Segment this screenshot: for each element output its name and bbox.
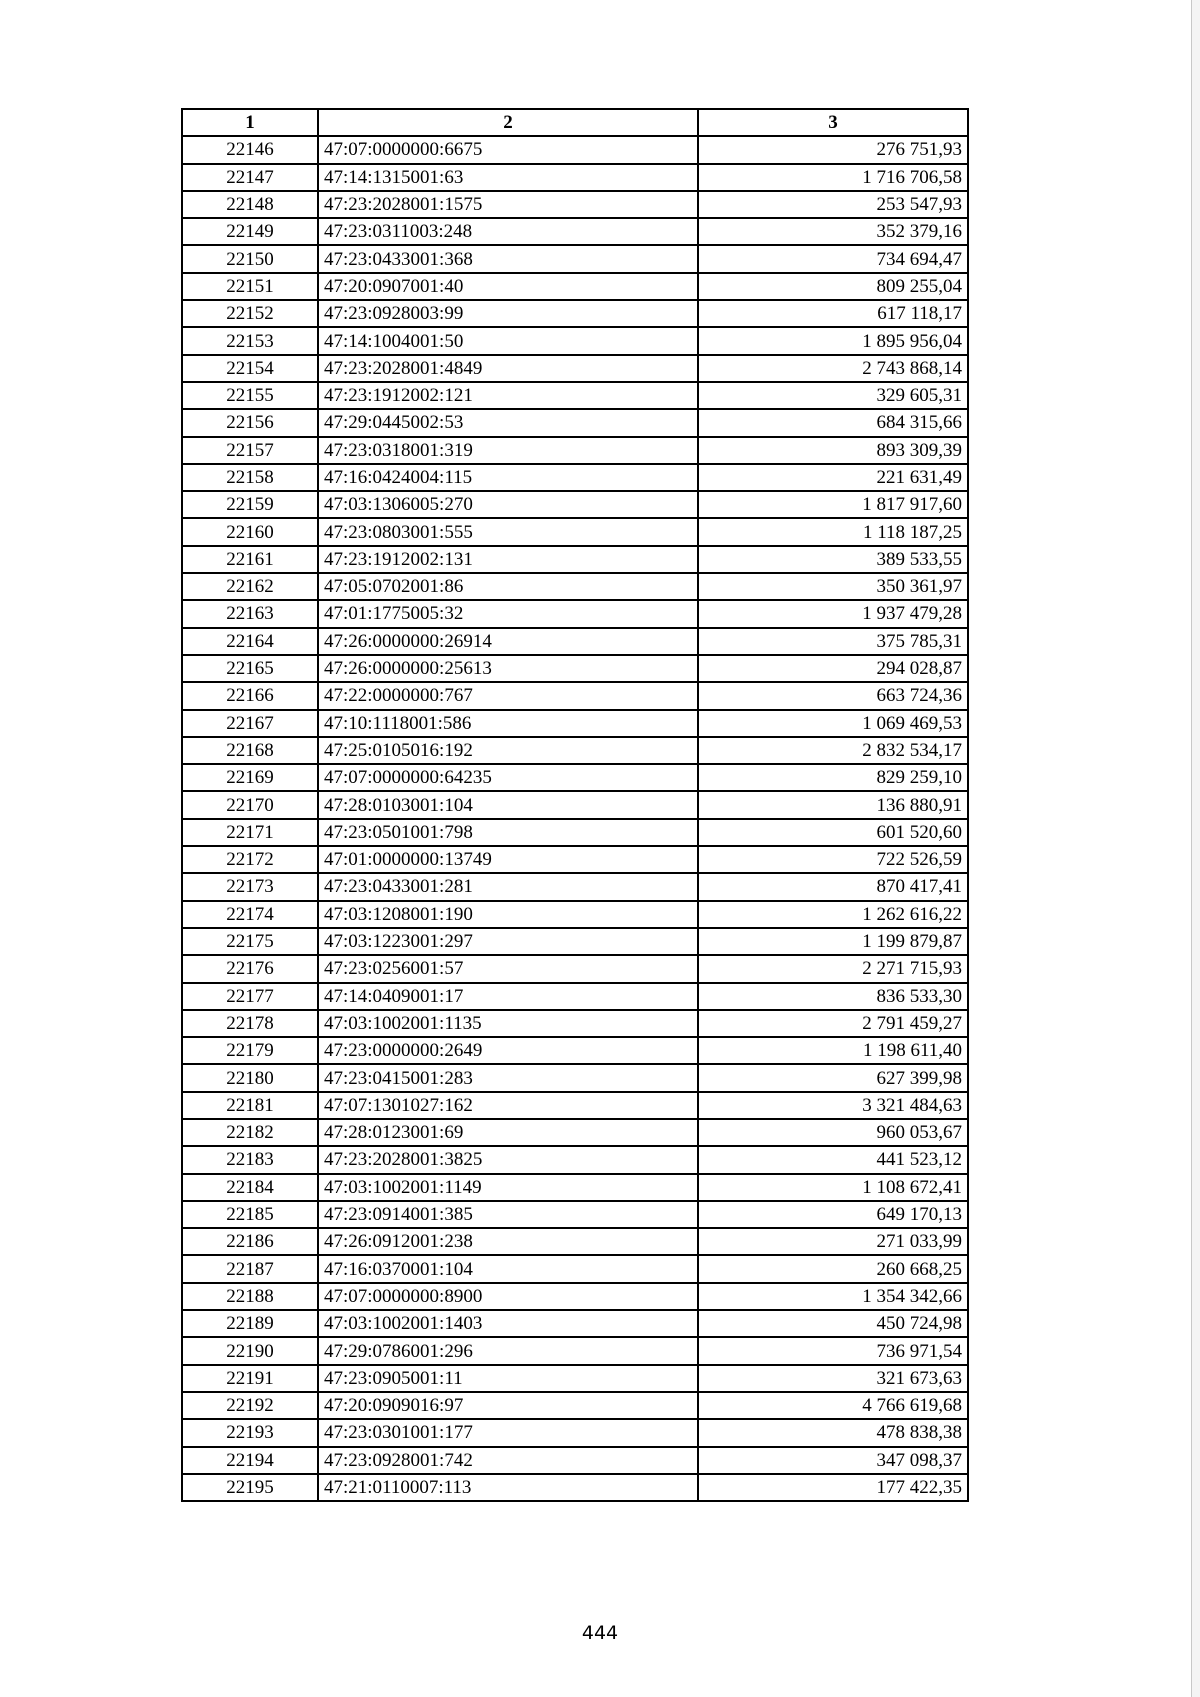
table-row bbox=[182, 1392, 968, 1419]
table-row bbox=[182, 464, 968, 491]
table-row bbox=[182, 655, 968, 682]
value-cell: 321 673,63 bbox=[698, 1365, 968, 1392]
value-cell: 478 838,38 bbox=[698, 1419, 968, 1446]
cadastral-number-cell: 47:20:0907001:40 bbox=[318, 273, 698, 300]
table-row bbox=[182, 1255, 968, 1282]
table-row bbox=[182, 846, 968, 873]
cadastral-number-cell: 47:23:0803001:555 bbox=[318, 518, 698, 545]
row-number-cell: 22182 bbox=[182, 1119, 318, 1146]
row-number-cell: 22190 bbox=[182, 1337, 318, 1364]
row-number-cell: 22163 bbox=[182, 600, 318, 627]
table-row bbox=[182, 1064, 968, 1091]
table-row bbox=[182, 600, 968, 627]
table-row bbox=[182, 983, 968, 1010]
value-cell: 1 118 187,25 bbox=[698, 518, 968, 545]
cadastral-number-cell: 47:07:0000000:64235 bbox=[318, 764, 698, 791]
table-row bbox=[182, 1037, 968, 1064]
table-row bbox=[182, 1419, 968, 1446]
row-number-cell: 22147 bbox=[182, 164, 318, 191]
value-cell: 271 033,99 bbox=[698, 1228, 968, 1255]
row-number-cell: 22168 bbox=[182, 737, 318, 764]
cadastral-number-cell: 47:01:0000000:13749 bbox=[318, 846, 698, 873]
table-row bbox=[182, 546, 968, 573]
row-number-cell: 22159 bbox=[182, 491, 318, 518]
table-body bbox=[182, 136, 968, 1501]
cadastral-number-cell: 47:07:0000000:8900 bbox=[318, 1283, 698, 1310]
table-row bbox=[182, 300, 968, 327]
value-cell: 836 533,30 bbox=[698, 983, 968, 1010]
value-cell: 734 694,47 bbox=[698, 245, 968, 272]
row-number-cell: 22165 bbox=[182, 655, 318, 682]
row-number-cell: 22149 bbox=[182, 218, 318, 245]
cadastral-number-cell: 47:03:1223001:297 bbox=[318, 928, 698, 955]
cadastral-number-cell: 47:03:1002001:1135 bbox=[318, 1010, 698, 1037]
row-number-cell: 22189 bbox=[182, 1310, 318, 1337]
cadastral-number-cell: 47:16:0370001:104 bbox=[318, 1255, 698, 1282]
value-cell: 2 271 715,93 bbox=[698, 955, 968, 982]
cadastral-number-cell: 47:29:0786001:296 bbox=[318, 1337, 698, 1364]
row-number-cell: 22157 bbox=[182, 437, 318, 464]
cadastral-number-cell: 47:23:0000000:2649 bbox=[318, 1037, 698, 1064]
value-cell: 3 321 484,63 bbox=[698, 1092, 968, 1119]
table-row bbox=[182, 1365, 968, 1392]
column-header-2: 2 bbox=[318, 109, 698, 136]
value-cell: 253 547,93 bbox=[698, 191, 968, 218]
table-row bbox=[182, 928, 968, 955]
column-header-1: 1 bbox=[182, 109, 318, 136]
row-number-cell: 22180 bbox=[182, 1064, 318, 1091]
value-cell: 1 069 469,53 bbox=[698, 710, 968, 737]
table-row bbox=[182, 136, 968, 163]
row-number-cell: 22166 bbox=[182, 682, 318, 709]
value-cell: 260 668,25 bbox=[698, 1255, 968, 1282]
value-cell: 1 895 956,04 bbox=[698, 327, 968, 354]
table-row bbox=[182, 737, 968, 764]
row-number-cell: 22176 bbox=[182, 955, 318, 982]
row-number-cell: 22151 bbox=[182, 273, 318, 300]
page-right-edge bbox=[1191, 0, 1200, 1697]
cadastral-number-cell: 47:03:1306005:270 bbox=[318, 491, 698, 518]
value-cell: 1 817 917,60 bbox=[698, 491, 968, 518]
row-number-cell: 22188 bbox=[182, 1283, 318, 1310]
value-cell: 1 262 616,22 bbox=[698, 901, 968, 928]
row-number-cell: 22175 bbox=[182, 928, 318, 955]
cadastral-number-cell: 47:03:1002001:1149 bbox=[318, 1174, 698, 1201]
cadastral-number-cell: 47:23:0433001:368 bbox=[318, 245, 698, 272]
cadastral-number-cell: 47:07:1301027:162 bbox=[318, 1092, 698, 1119]
value-cell: 2 791 459,27 bbox=[698, 1010, 968, 1037]
cadastral-number-cell: 47:23:0905001:11 bbox=[318, 1365, 698, 1392]
table-row bbox=[182, 409, 968, 436]
value-cell: 329 605,31 bbox=[698, 382, 968, 409]
row-number-cell: 22174 bbox=[182, 901, 318, 928]
table-row bbox=[182, 1146, 968, 1173]
table-row bbox=[182, 218, 968, 245]
row-number-cell: 22173 bbox=[182, 873, 318, 900]
table-row bbox=[182, 873, 968, 900]
table-row bbox=[182, 491, 968, 518]
value-cell: 136 880,91 bbox=[698, 791, 968, 818]
row-number-cell: 22192 bbox=[182, 1392, 318, 1419]
table-row bbox=[182, 518, 968, 545]
row-number-cell: 22186 bbox=[182, 1228, 318, 1255]
value-cell: 829 259,10 bbox=[698, 764, 968, 791]
table-row bbox=[182, 1119, 968, 1146]
cadastral-number-cell: 47:20:0909016:97 bbox=[318, 1392, 698, 1419]
row-number-cell: 22164 bbox=[182, 628, 318, 655]
cadastral-number-cell: 47:23:2028001:1575 bbox=[318, 191, 698, 218]
value-cell: 627 399,98 bbox=[698, 1064, 968, 1091]
cadastral-number-cell: 47:23:0311003:248 bbox=[318, 218, 698, 245]
row-number-cell: 22181 bbox=[182, 1092, 318, 1119]
row-number-cell: 22184 bbox=[182, 1174, 318, 1201]
table-row bbox=[182, 382, 968, 409]
cadastral-number-cell: 47:14:0409001:17 bbox=[318, 983, 698, 1010]
table-row bbox=[182, 764, 968, 791]
row-number-cell: 22171 bbox=[182, 819, 318, 846]
value-cell: 649 170,13 bbox=[698, 1201, 968, 1228]
table-header-row bbox=[182, 109, 968, 136]
cadastral-number-cell: 47:22:0000000:767 bbox=[318, 682, 698, 709]
value-cell: 347 098,37 bbox=[698, 1447, 968, 1474]
row-number-cell: 22177 bbox=[182, 983, 318, 1010]
row-number-cell: 22156 bbox=[182, 409, 318, 436]
table-row bbox=[182, 955, 968, 982]
cadastral-number-cell: 47:23:0318001:319 bbox=[318, 437, 698, 464]
row-number-cell: 22191 bbox=[182, 1365, 318, 1392]
cadastral-number-cell: 47:26:0000000:25613 bbox=[318, 655, 698, 682]
value-cell: 294 028,87 bbox=[698, 655, 968, 682]
value-cell: 601 520,60 bbox=[698, 819, 968, 846]
table-row bbox=[182, 1228, 968, 1255]
value-cell: 221 631,49 bbox=[698, 464, 968, 491]
value-cell: 722 526,59 bbox=[698, 846, 968, 873]
row-number-cell: 22178 bbox=[182, 1010, 318, 1037]
cadastral-number-cell: 47:26:0000000:26914 bbox=[318, 628, 698, 655]
row-number-cell: 22155 bbox=[182, 382, 318, 409]
value-cell: 352 379,16 bbox=[698, 218, 968, 245]
row-number-cell: 22153 bbox=[182, 327, 318, 354]
row-number-cell: 22193 bbox=[182, 1419, 318, 1446]
cadastral-number-cell: 47:23:1912002:131 bbox=[318, 546, 698, 573]
table-row bbox=[182, 682, 968, 709]
value-cell: 617 118,17 bbox=[698, 300, 968, 327]
value-cell: 4 766 619,68 bbox=[698, 1392, 968, 1419]
cadastral-number-cell: 47:23:0928003:99 bbox=[318, 300, 698, 327]
row-number-cell: 22187 bbox=[182, 1255, 318, 1282]
row-number-cell: 22194 bbox=[182, 1447, 318, 1474]
cadastral-number-cell: 47:23:0914001:385 bbox=[318, 1201, 698, 1228]
cadastral-number-cell: 47:23:0301001:177 bbox=[318, 1419, 698, 1446]
row-number-cell: 22167 bbox=[182, 710, 318, 737]
table-row bbox=[182, 1201, 968, 1228]
cadastral-number-cell: 47:23:0415001:283 bbox=[318, 1064, 698, 1091]
value-cell: 893 309,39 bbox=[698, 437, 968, 464]
cadastral-number-cell: 47:23:1912002:121 bbox=[318, 382, 698, 409]
cadastral-number-cell: 47:14:1315001:63 bbox=[318, 164, 698, 191]
value-cell: 389 533,55 bbox=[698, 546, 968, 573]
value-cell: 1 199 879,87 bbox=[698, 928, 968, 955]
table-row bbox=[182, 791, 968, 818]
table-row bbox=[182, 1010, 968, 1037]
cadastral-number-cell: 47:07:0000000:6675 bbox=[318, 136, 698, 163]
value-cell: 809 255,04 bbox=[698, 273, 968, 300]
row-number-cell: 22154 bbox=[182, 355, 318, 382]
value-cell: 2 743 868,14 bbox=[698, 355, 968, 382]
row-number-cell: 22148 bbox=[182, 191, 318, 218]
row-number-cell: 22169 bbox=[182, 764, 318, 791]
cadastral-number-cell: 47:03:1208001:190 bbox=[318, 901, 698, 928]
cadastral-number-cell: 47:10:1118001:586 bbox=[318, 710, 698, 737]
value-cell: 1 198 611,40 bbox=[698, 1037, 968, 1064]
value-cell: 663 724,36 bbox=[698, 682, 968, 709]
cadastral-number-cell: 47:23:0433001:281 bbox=[318, 873, 698, 900]
value-cell: 441 523,12 bbox=[698, 1146, 968, 1173]
row-number-cell: 22158 bbox=[182, 464, 318, 491]
cadastral-number-cell: 47:23:0928001:742 bbox=[318, 1447, 698, 1474]
value-cell: 1 108 672,41 bbox=[698, 1174, 968, 1201]
value-cell: 1 937 479,28 bbox=[698, 600, 968, 627]
value-cell: 177 422,35 bbox=[698, 1474, 968, 1501]
row-number-cell: 22179 bbox=[182, 1037, 318, 1064]
cadastral-number-cell: 47:25:0105016:192 bbox=[318, 737, 698, 764]
row-number-cell: 22195 bbox=[182, 1474, 318, 1501]
row-number-cell: 22161 bbox=[182, 546, 318, 573]
column-header-3: 3 bbox=[698, 109, 968, 136]
table-row bbox=[182, 1310, 968, 1337]
value-cell: 960 053,67 bbox=[698, 1119, 968, 1146]
table-row bbox=[182, 901, 968, 928]
table-row bbox=[182, 191, 968, 218]
value-cell: 350 361,97 bbox=[698, 573, 968, 600]
page-number: 444 bbox=[581, 1622, 619, 1644]
row-number-cell: 22150 bbox=[182, 245, 318, 272]
table-row bbox=[182, 355, 968, 382]
cadastral-number-cell: 47:01:1775005:32 bbox=[318, 600, 698, 627]
cadastral-number-cell: 47:23:0501001:798 bbox=[318, 819, 698, 846]
table-row bbox=[182, 245, 968, 272]
row-number-cell: 22162 bbox=[182, 573, 318, 600]
table-row bbox=[182, 437, 968, 464]
cadastral-number-cell: 47:29:0445002:53 bbox=[318, 409, 698, 436]
value-cell: 2 832 534,17 bbox=[698, 737, 968, 764]
row-number-cell: 22152 bbox=[182, 300, 318, 327]
value-cell: 276 751,93 bbox=[698, 136, 968, 163]
cadastral-number-cell: 47:28:0123001:69 bbox=[318, 1119, 698, 1146]
row-number-cell: 22160 bbox=[182, 518, 318, 545]
table-row bbox=[182, 273, 968, 300]
row-number-cell: 22172 bbox=[182, 846, 318, 873]
cadastral-number-cell: 47:23:2028001:4849 bbox=[318, 355, 698, 382]
table-row bbox=[182, 1174, 968, 1201]
value-cell: 450 724,98 bbox=[698, 1310, 968, 1337]
table-row bbox=[182, 327, 968, 354]
row-number-cell: 22183 bbox=[182, 1146, 318, 1173]
row-number-cell: 22146 bbox=[182, 136, 318, 163]
value-cell: 1 716 706,58 bbox=[698, 164, 968, 191]
cadastral-number-cell: 47:26:0912001:238 bbox=[318, 1228, 698, 1255]
cadastral-number-cell: 47:28:0103001:104 bbox=[318, 791, 698, 818]
table-row bbox=[182, 1447, 968, 1474]
cadastral-number-cell: 47:23:0256001:57 bbox=[318, 955, 698, 982]
table-row bbox=[182, 1474, 968, 1501]
value-cell: 375 785,31 bbox=[698, 628, 968, 655]
table-row bbox=[182, 1092, 968, 1119]
table-row bbox=[182, 628, 968, 655]
table-row bbox=[182, 710, 968, 737]
value-cell: 870 417,41 bbox=[698, 873, 968, 900]
table-row bbox=[182, 164, 968, 191]
table-row bbox=[182, 573, 968, 600]
cadastral-number-cell: 47:14:1004001:50 bbox=[318, 327, 698, 354]
cadastral-number-cell: 47:21:0110007:113 bbox=[318, 1474, 698, 1501]
value-cell: 736 971,54 bbox=[698, 1337, 968, 1364]
cadastral-number-cell: 47:05:0702001:86 bbox=[318, 573, 698, 600]
cadastral-number-cell: 47:03:1002001:1403 bbox=[318, 1310, 698, 1337]
row-number-cell: 22170 bbox=[182, 791, 318, 818]
table-row bbox=[182, 819, 968, 846]
value-cell: 684 315,66 bbox=[698, 409, 968, 436]
cadastral-number-cell: 47:16:0424004:115 bbox=[318, 464, 698, 491]
value-cell: 1 354 342,66 bbox=[698, 1283, 968, 1310]
row-number-cell: 22185 bbox=[182, 1201, 318, 1228]
cadastral-number-cell: 47:23:2028001:3825 bbox=[318, 1146, 698, 1173]
data-table bbox=[181, 108, 969, 1502]
table-row bbox=[182, 1337, 968, 1364]
table-row bbox=[182, 1283, 968, 1310]
